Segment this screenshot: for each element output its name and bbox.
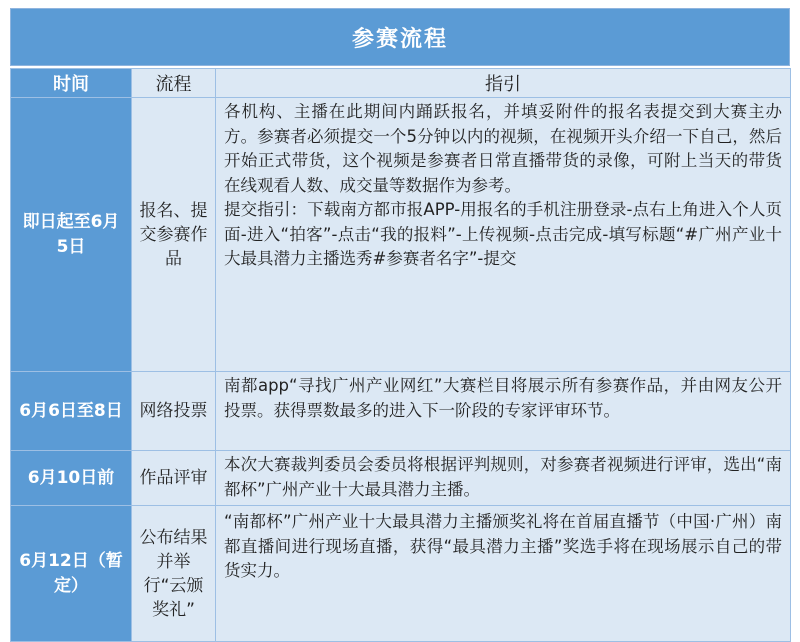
row-guide	[216, 506, 791, 642]
row-guide	[216, 98, 791, 372]
row-stage: 公布结果并举行“云颁奖礼”	[132, 506, 216, 642]
row-date: 6月10日前	[11, 451, 132, 506]
guide-paragraph: 各机构、主播在此期间内踊跃报名，并填妥附件的报名表提交到大赛主办方。参赛者必须提交一个5分钟以内的视频，在视频开头介绍一下自己，然后开始正式带货，这个视频是参赛者日常直播带货的录像，可附上当天的带货在线观看人数、成交量等数据作为参考。	[224, 102, 782, 195]
row-guide	[216, 451, 791, 506]
page-title: 参赛流程	[10, 8, 790, 66]
schedule-panel	[10, 8, 790, 620]
row-stage: 作品评审	[132, 451, 216, 506]
guide-paragraph: 南都app“寻找广州产业网红”大赛栏目将展示所有参赛作品，并由网友公开投票。获得票数最多的进入下一阶段的专家评审环节。	[224, 376, 782, 420]
table-row	[11, 372, 791, 451]
header-row	[11, 69, 791, 98]
row-date: 即日起至6月5日	[11, 98, 132, 372]
header-guide: 指引	[216, 69, 791, 98]
guide-paragraph: 本次大赛裁判委员会委员将根据评判规则，对参赛者视频进行评审，选出“南都杯”广州产业十大最具潜力主播。	[224, 455, 782, 499]
table-row	[11, 506, 791, 642]
row-date: 6月6日至8日	[11, 372, 132, 451]
row-stage: 报名、提交参赛作品	[132, 98, 216, 372]
guide-paragraph: “南都杯”广州产业十大最具潜力主播颁奖礼将在首届直播节（中国·广州）南都直播间进行现场直播，获得“最具潜力主播”奖选手将在现场展示自己的带货实力。	[224, 512, 782, 580]
schedule-table	[10, 68, 791, 642]
guide-paragraph: 提交指引：下载南方都市报APP-用报名的手机注册登录-点右上角进入个人页面-进入“拍客”-点击“我的报料”-上传视频-点击完成-填写标题“#广州产业十大最具潜力主播选秀#参赛者名字”-提交	[224, 200, 782, 268]
row-guide	[216, 372, 791, 451]
table-row	[11, 98, 791, 372]
table-row	[11, 451, 791, 506]
row-date: 6月12日（暂定）	[11, 506, 132, 642]
header-process: 流程	[132, 69, 216, 98]
header-time: 时间	[11, 69, 132, 98]
row-stage: 网络投票	[132, 372, 216, 451]
